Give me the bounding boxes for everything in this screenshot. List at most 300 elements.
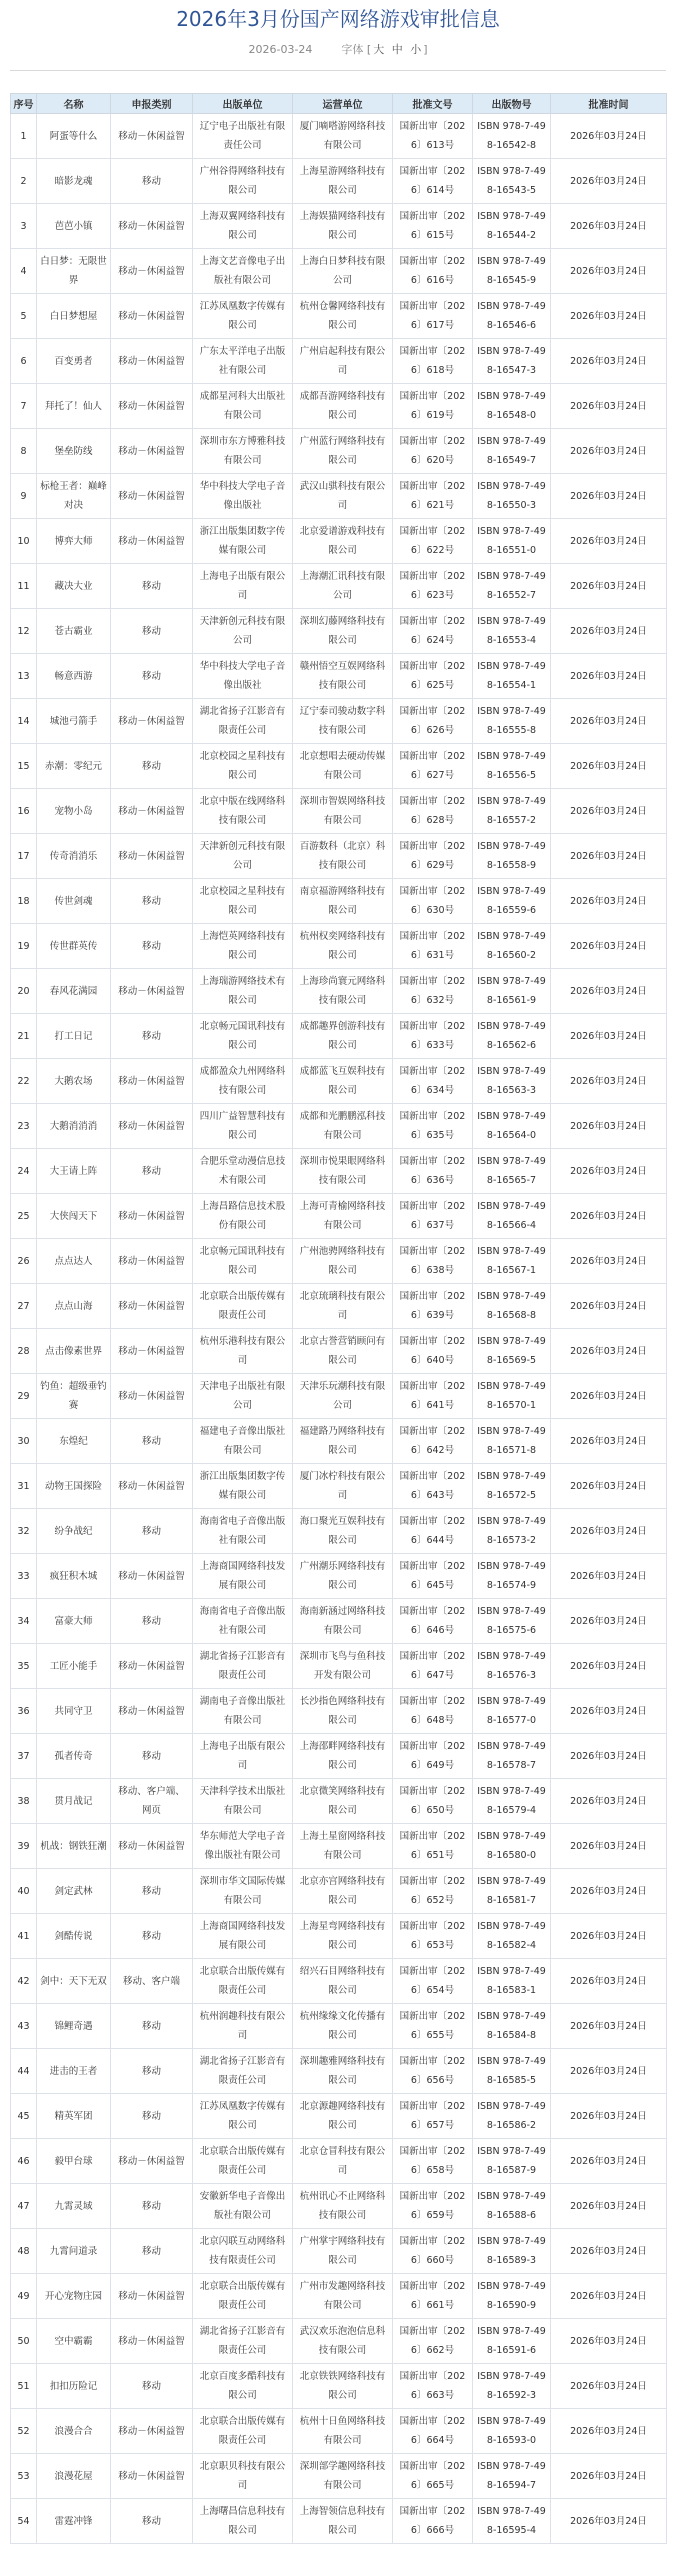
cell-approval-date: 2026年03月24日 bbox=[551, 429, 667, 474]
cell-category: 移动－休闲益智 bbox=[111, 2409, 193, 2454]
table-row bbox=[11, 159, 667, 204]
cell-approval-number: 国新出审〔2026〕618号 bbox=[393, 339, 473, 384]
cell-approval-number: 国新出审〔2026〕623号 bbox=[393, 564, 473, 609]
cell-isbn: ISBN 978-7-498-16586-2 bbox=[473, 2094, 551, 2139]
cell-isbn: ISBN 978-7-498-16543-5 bbox=[473, 159, 551, 204]
cell-name: 堡垒防线 bbox=[37, 429, 111, 474]
cell-publisher: 北京百度多酷科技有限公司 bbox=[193, 2364, 293, 2409]
cell-no: 37 bbox=[11, 1734, 37, 1779]
cell-approval-date: 2026年03月24日 bbox=[551, 1599, 667, 1644]
cell-publisher: 天津新创元科技有限公司 bbox=[193, 834, 293, 879]
cell-category: 移动－休闲益智 bbox=[111, 249, 193, 294]
cell-approval-number: 国新出审〔2026〕651号 bbox=[393, 1824, 473, 1869]
table-row bbox=[11, 339, 667, 384]
cell-publisher: 天津科学技术出版社有限公司 bbox=[193, 1779, 293, 1824]
cell-approval-number: 国新出审〔2026〕643号 bbox=[393, 1464, 473, 1509]
cell-publisher: 上海曙昌信息科技有限公司 bbox=[193, 2499, 293, 2544]
cell-publisher: 上海瑞游网络技术有限公司 bbox=[193, 969, 293, 1014]
cell-category: 移动－休闲益智 bbox=[111, 339, 193, 384]
cell-approval-number: 国新出审〔2026〕658号 bbox=[393, 2139, 473, 2184]
cell-name: 大侠闯天下 bbox=[37, 1194, 111, 1239]
cell-isbn: ISBN 978-7-498-16552-7 bbox=[473, 564, 551, 609]
cell-isbn: ISBN 978-7-498-16545-9 bbox=[473, 249, 551, 294]
cell-operator: 上海星弯网络科技有限公司 bbox=[293, 1914, 393, 1959]
cell-approval-number: 国新出审〔2026〕663号 bbox=[393, 2364, 473, 2409]
cell-name: 传世群英传 bbox=[37, 924, 111, 969]
table-row bbox=[11, 789, 667, 834]
cell-approval-number: 国新出审〔2026〕654号 bbox=[393, 1959, 473, 2004]
cell-operator: 上海娱猫网络科技有限公司 bbox=[293, 204, 393, 249]
cell-isbn: ISBN 978-7-498-16579-4 bbox=[473, 1779, 551, 1824]
table-row bbox=[11, 654, 667, 699]
cell-no: 49 bbox=[11, 2274, 37, 2319]
cell-name: 剑定武林 bbox=[37, 1869, 111, 1914]
cell-category: 移动 bbox=[111, 1914, 193, 1959]
cell-operator: 成都和光鹏鹏泓科技有限公司 bbox=[293, 1104, 393, 1149]
cell-operator: 北京亦宫网络科技有限公司 bbox=[293, 1869, 393, 1914]
table-row bbox=[11, 1824, 667, 1869]
cell-operator: 成都吾游网络科技有限公司 bbox=[293, 384, 393, 429]
cell-name: 剑酷传说 bbox=[37, 1914, 111, 1959]
cell-operator: 广州掌宇网络科技有限公司 bbox=[293, 2229, 393, 2274]
cell-no: 54 bbox=[11, 2499, 37, 2544]
cell-name: 苍古霸业 bbox=[37, 609, 111, 654]
cell-publisher: 上海双翼网络科技有限公司 bbox=[193, 204, 293, 249]
cell-approval-date: 2026年03月24日 bbox=[551, 1239, 667, 1284]
cell-no: 51 bbox=[11, 2364, 37, 2409]
cell-approval-date: 2026年03月24日 bbox=[551, 114, 667, 159]
cell-category: 移动 bbox=[111, 1599, 193, 1644]
cell-operator: 厦门嘀嗒游网络科技有限公司 bbox=[293, 114, 393, 159]
cell-publisher: 上海昌路信息技术股份有限公司 bbox=[193, 1194, 293, 1239]
table-row bbox=[11, 564, 667, 609]
cell-no: 8 bbox=[11, 429, 37, 474]
cell-approval-date: 2026年03月24日 bbox=[551, 2229, 667, 2274]
table-row bbox=[11, 1779, 667, 1824]
table-row bbox=[11, 2274, 667, 2319]
cell-no: 26 bbox=[11, 1239, 37, 1284]
cell-operator: 辽宁泰司骏动数字科技有限公司 bbox=[293, 699, 393, 744]
table-row bbox=[11, 1959, 667, 2004]
cell-no: 3 bbox=[11, 204, 37, 249]
cell-no: 42 bbox=[11, 1959, 37, 2004]
cell-operator: 深圳市飞鸟与鱼科技开发有限公司 bbox=[293, 1644, 393, 1689]
table-row bbox=[11, 519, 667, 564]
cell-approval-date: 2026年03月24日 bbox=[551, 564, 667, 609]
table-row bbox=[11, 2499, 667, 2544]
cell-name: 浪漫合合 bbox=[37, 2409, 111, 2454]
cell-name: 扣扣历险记 bbox=[37, 2364, 111, 2409]
cell-no: 41 bbox=[11, 1914, 37, 1959]
cell-name: 工匠小能手 bbox=[37, 1644, 111, 1689]
cell-isbn: ISBN 978-7-498-16558-9 bbox=[473, 834, 551, 879]
cell-operator: 广州潮乐网络科技有限公司 bbox=[293, 1554, 393, 1599]
cell-name: 博弈大师 bbox=[37, 519, 111, 564]
page-title: 2026年3月份国产网络游戏审批信息 bbox=[176, 7, 500, 31]
table-row bbox=[11, 384, 667, 429]
cell-name: 藏决大业 bbox=[37, 564, 111, 609]
cell-category: 移动－休闲益智 bbox=[111, 519, 193, 564]
cell-category: 移动－休闲益智 bbox=[111, 114, 193, 159]
cell-approval-date: 2026年03月24日 bbox=[551, 1644, 667, 1689]
cell-category: 移动 bbox=[111, 1734, 193, 1779]
cell-name: 点点山海 bbox=[37, 1284, 111, 1329]
cell-isbn: ISBN 978-7-498-16580-0 bbox=[473, 1824, 551, 1869]
cell-operator: 广州蓝行网络科技有限公司 bbox=[293, 429, 393, 474]
cell-category: 移动－休闲益智 bbox=[111, 1689, 193, 1734]
cell-no: 38 bbox=[11, 1779, 37, 1824]
cell-no: 28 bbox=[11, 1329, 37, 1374]
cell-no: 18 bbox=[11, 879, 37, 924]
cell-no: 20 bbox=[11, 969, 37, 1014]
cell-publisher: 广州谷得网络科技有限公司 bbox=[193, 159, 293, 204]
cell-name: 赤潮：零纪元 bbox=[37, 744, 111, 789]
cell-operator: 赣州悟空互娱网络科技有限公司 bbox=[293, 654, 393, 699]
cell-isbn: ISBN 978-7-498-16581-7 bbox=[473, 1869, 551, 1914]
cell-publisher: 北京联合出版传媒有限责任公司 bbox=[193, 2409, 293, 2454]
cell-isbn: ISBN 978-7-498-16570-1 bbox=[473, 1374, 551, 1419]
table-row bbox=[11, 2454, 667, 2499]
cell-category: 移动、客户端、网页 bbox=[111, 1779, 193, 1824]
header-isbn: 出版物号 bbox=[473, 94, 551, 114]
cell-no: 25 bbox=[11, 1194, 37, 1239]
cell-name: 九霄灵域 bbox=[37, 2184, 111, 2229]
cell-no: 36 bbox=[11, 1689, 37, 1734]
cell-publisher: 江苏凤凰数字传媒有限公司 bbox=[193, 2094, 293, 2139]
cell-publisher: 安徽新华电子音像出版社有限公司 bbox=[193, 2184, 293, 2229]
cell-approval-date: 2026年03月24日 bbox=[551, 834, 667, 879]
cell-name: 毅甲台球 bbox=[37, 2139, 111, 2184]
cell-isbn: ISBN 978-7-498-16569-5 bbox=[473, 1329, 551, 1374]
cell-no: 14 bbox=[11, 699, 37, 744]
cell-approval-date: 2026年03月24日 bbox=[551, 474, 667, 519]
header-name: 名称 bbox=[37, 94, 111, 114]
table-row bbox=[11, 114, 667, 159]
cell-operator: 上海可青榆网络科技有限公司 bbox=[293, 1194, 393, 1239]
divider bbox=[10, 70, 666, 71]
cell-no: 47 bbox=[11, 2184, 37, 2229]
cell-approval-number: 国新出审〔2026〕613号 bbox=[393, 114, 473, 159]
cell-isbn: ISBN 978-7-498-16578-7 bbox=[473, 1734, 551, 1779]
cell-category: 移动 bbox=[111, 2184, 193, 2229]
cell-no: 52 bbox=[11, 2409, 37, 2454]
cell-approval-number: 国新出审〔2026〕631号 bbox=[393, 924, 473, 969]
cell-no: 13 bbox=[11, 654, 37, 699]
table-row bbox=[11, 2049, 667, 2094]
cell-no: 6 bbox=[11, 339, 37, 384]
cell-approval-number: 国新出审〔2026〕645号 bbox=[393, 1554, 473, 1599]
cell-category: 移动－休闲益智 bbox=[111, 474, 193, 519]
table-row bbox=[11, 1104, 667, 1149]
cell-approval-date: 2026年03月24日 bbox=[551, 159, 667, 204]
cell-publisher: 湖南电子音像出版社有限公司 bbox=[193, 1689, 293, 1734]
cell-publisher: 杭州乐港科技有限公司 bbox=[193, 1329, 293, 1374]
cell-no: 12 bbox=[11, 609, 37, 654]
cell-no: 23 bbox=[11, 1104, 37, 1149]
cell-approval-number: 国新出审〔2026〕619号 bbox=[393, 384, 473, 429]
cell-approval-number: 国新出审〔2026〕647号 bbox=[393, 1644, 473, 1689]
cell-approval-date: 2026年03月24日 bbox=[551, 1509, 667, 1554]
cell-isbn: ISBN 978-7-498-16587-9 bbox=[473, 2139, 551, 2184]
cell-publisher: 深圳市华文国际传媒有限公司 bbox=[193, 1869, 293, 1914]
cell-operator: 海口聚光互娱科技有限公司 bbox=[293, 1509, 393, 1554]
cell-publisher: 北京职贝科技有限公司 bbox=[193, 2454, 293, 2499]
cell-name: 传奇消消乐 bbox=[37, 834, 111, 879]
table-row bbox=[11, 1329, 667, 1374]
cell-operator: 绍兴石目网络科技有限公司 bbox=[293, 1959, 393, 2004]
cell-operator: 北京铁铁网络科技有限公司 bbox=[293, 2364, 393, 2409]
cell-name: 点点达人 bbox=[37, 1239, 111, 1284]
cell-isbn: ISBN 978-7-498-16593-0 bbox=[473, 2409, 551, 2454]
cell-name: 共同守卫 bbox=[37, 1689, 111, 1734]
cell-no: 22 bbox=[11, 1059, 37, 1104]
cell-approval-number: 国新出审〔2026〕644号 bbox=[393, 1509, 473, 1554]
cell-operator: 上海邵畔网络科技有限公司 bbox=[293, 1734, 393, 1779]
cell-no: 50 bbox=[11, 2319, 37, 2364]
cell-name: 机战：钢铁狂潮 bbox=[37, 1824, 111, 1869]
table-row bbox=[11, 294, 667, 339]
cell-operator: 上海潮汇讯科技有限公司 bbox=[293, 564, 393, 609]
cell-isbn: ISBN 978-7-498-16584-8 bbox=[473, 2004, 551, 2049]
table-row bbox=[11, 1374, 667, 1419]
cell-publisher: 深圳市东方博雅科技有限公司 bbox=[193, 429, 293, 474]
cell-name: 贯月战记 bbox=[37, 1779, 111, 1824]
cell-isbn: ISBN 978-7-498-16555-8 bbox=[473, 699, 551, 744]
header-operator: 运营单位 bbox=[293, 94, 393, 114]
cell-operator: 深圳趣雅网络科技有限公司 bbox=[293, 2049, 393, 2094]
cell-isbn: ISBN 978-7-498-16544-2 bbox=[473, 204, 551, 249]
cell-no: 7 bbox=[11, 384, 37, 429]
cell-isbn: ISBN 978-7-498-16571-8 bbox=[473, 1419, 551, 1464]
cell-operator: 杭州缘缘文化传播有限公司 bbox=[293, 2004, 393, 2049]
cell-operator: 长沙指色网络科技有限公司 bbox=[293, 1689, 393, 1734]
cell-approval-number: 国新出审〔2026〕642号 bbox=[393, 1419, 473, 1464]
cell-operator: 天津乐玩潮科技有限公司 bbox=[293, 1374, 393, 1419]
header-publisher: 出版单位 bbox=[193, 94, 293, 114]
cell-approval-date: 2026年03月24日 bbox=[551, 384, 667, 429]
cell-no: 31 bbox=[11, 1464, 37, 1509]
cell-approval-date: 2026年03月24日 bbox=[551, 1779, 667, 1824]
cell-isbn: ISBN 978-7-498-16565-7 bbox=[473, 1149, 551, 1194]
cell-approval-number: 国新出审〔2026〕660号 bbox=[393, 2229, 473, 2274]
table-row bbox=[11, 204, 667, 249]
cell-no: 48 bbox=[11, 2229, 37, 2274]
cell-category: 移动 bbox=[111, 2094, 193, 2139]
cell-category: 移动－休闲益智 bbox=[111, 699, 193, 744]
font-size-medium-button[interactable]: 中 bbox=[391, 43, 403, 56]
cell-no: 43 bbox=[11, 2004, 37, 2049]
cell-approval-date: 2026年03月24日 bbox=[551, 1464, 667, 1509]
cell-category: 移动 bbox=[111, 1149, 193, 1194]
table-row bbox=[11, 1644, 667, 1689]
cell-no: 19 bbox=[11, 924, 37, 969]
cell-name: 白日梦想屋 bbox=[37, 294, 111, 339]
cell-approval-number: 国新出审〔2026〕616号 bbox=[393, 249, 473, 294]
cell-category: 移动－休闲益智 bbox=[111, 1059, 193, 1104]
cell-approval-number: 国新出审〔2026〕624号 bbox=[393, 609, 473, 654]
cell-isbn: ISBN 978-7-498-16572-5 bbox=[473, 1464, 551, 1509]
cell-approval-date: 2026年03月24日 bbox=[551, 204, 667, 249]
table-row bbox=[11, 1869, 667, 1914]
cell-approval-number: 国新出审〔2026〕634号 bbox=[393, 1059, 473, 1104]
cell-name: 浪漫花屋 bbox=[37, 2454, 111, 2499]
cell-publisher: 天津新创元科技有限公司 bbox=[193, 609, 293, 654]
table-row bbox=[11, 1464, 667, 1509]
table-row bbox=[11, 1149, 667, 1194]
cell-approval-date: 2026年03月24日 bbox=[551, 1284, 667, 1329]
cell-isbn: ISBN 978-7-498-16562-6 bbox=[473, 1014, 551, 1059]
table-row bbox=[11, 2319, 667, 2364]
cell-approval-number: 国新出审〔2026〕641号 bbox=[393, 1374, 473, 1419]
cell-approval-number: 国新出审〔2026〕626号 bbox=[393, 699, 473, 744]
cell-isbn: ISBN 978-7-498-16576-3 bbox=[473, 1644, 551, 1689]
cell-category: 移动－休闲益智 bbox=[111, 1104, 193, 1149]
cell-category: 移动、客户端 bbox=[111, 1959, 193, 2004]
cell-publisher: 上海文艺音像电子出版社有限公司 bbox=[193, 249, 293, 294]
cell-name: 白日梦：无限世界 bbox=[37, 249, 111, 294]
cell-category: 移动－休闲益智 bbox=[111, 384, 193, 429]
cell-name: 春风花满园 bbox=[37, 969, 111, 1014]
cell-approval-date: 2026年03月24日 bbox=[551, 1419, 667, 1464]
table-row bbox=[11, 1059, 667, 1104]
table-row bbox=[11, 2094, 667, 2139]
table-row bbox=[11, 1419, 667, 1464]
cell-approval-date: 2026年03月24日 bbox=[551, 2049, 667, 2094]
table-row bbox=[11, 1554, 667, 1599]
cell-publisher: 上海恺英网络科技有限公司 bbox=[193, 924, 293, 969]
cell-no: 11 bbox=[11, 564, 37, 609]
cell-approval-number: 国新出审〔2026〕640号 bbox=[393, 1329, 473, 1374]
cell-approval-number: 国新出审〔2026〕656号 bbox=[393, 2049, 473, 2094]
cell-operator: 上海智领信息科技有限公司 bbox=[293, 2499, 393, 2544]
cell-name: 空中霸霸 bbox=[37, 2319, 111, 2364]
cell-name: 富豪大师 bbox=[37, 1599, 111, 1644]
cell-category: 移动 bbox=[111, 744, 193, 789]
cell-approval-date: 2026年03月24日 bbox=[551, 1959, 667, 2004]
cell-approval-number: 国新出审〔2026〕628号 bbox=[393, 789, 473, 834]
cell-no: 44 bbox=[11, 2049, 37, 2094]
cell-no: 45 bbox=[11, 2094, 37, 2139]
table-row bbox=[11, 2004, 667, 2049]
cell-isbn: ISBN 978-7-498-16567-1 bbox=[473, 1239, 551, 1284]
table-row bbox=[11, 1509, 667, 1554]
cell-operator: 武汉山骐科技有限公司 bbox=[293, 474, 393, 519]
table-row bbox=[11, 1194, 667, 1239]
cell-category: 移动－休闲益智 bbox=[111, 2139, 193, 2184]
cell-operator: 深圳部学趣网络科技有限公司 bbox=[293, 2454, 393, 2499]
cell-isbn: ISBN 978-7-498-16564-0 bbox=[473, 1104, 551, 1149]
cell-operator: 上海白日梦科技有限公司 bbox=[293, 249, 393, 294]
cell-approval-number: 国新出审〔2026〕625号 bbox=[393, 654, 473, 699]
cell-operator: 北京微笑网络科技有限公司 bbox=[293, 1779, 393, 1824]
cell-name: 百变勇者 bbox=[37, 339, 111, 384]
cell-isbn: ISBN 978-7-498-16588-6 bbox=[473, 2184, 551, 2229]
cell-category: 移动 bbox=[111, 1869, 193, 1914]
cell-publisher: 福建电子音像出版社有限公司 bbox=[193, 1419, 293, 1464]
table-row bbox=[11, 2139, 667, 2184]
table-row bbox=[11, 609, 667, 654]
cell-category: 移动 bbox=[111, 1014, 193, 1059]
cell-operator: 深圳幻藤网络科技有限公司 bbox=[293, 609, 393, 654]
cell-category: 移动 bbox=[111, 2364, 193, 2409]
cell-isbn: ISBN 978-7-498-16557-2 bbox=[473, 789, 551, 834]
cell-operator: 北京爱谱游戏科技有限公司 bbox=[293, 519, 393, 564]
cell-isbn: ISBN 978-7-498-16574-9 bbox=[473, 1554, 551, 1599]
cell-category: 移动－休闲益智 bbox=[111, 2319, 193, 2364]
cell-approval-number: 国新出审〔2026〕615号 bbox=[393, 204, 473, 249]
cell-approval-date: 2026年03月24日 bbox=[551, 2499, 667, 2544]
cell-category: 移动－休闲益智 bbox=[111, 2454, 193, 2499]
cell-isbn: ISBN 978-7-498-16542-8 bbox=[473, 114, 551, 159]
cell-approval-date: 2026年03月24日 bbox=[551, 2004, 667, 2049]
cell-operator: 上海土星窗网络科技有限公司 bbox=[293, 1824, 393, 1869]
cell-category: 移动 bbox=[111, 1509, 193, 1554]
font-size-small-button[interactable]: 小 bbox=[410, 43, 422, 56]
cell-isbn: ISBN 978-7-498-16589-3 bbox=[473, 2229, 551, 2274]
cell-no: 30 bbox=[11, 1419, 37, 1464]
cell-publisher: 北京中版在线网络科技有限公司 bbox=[193, 789, 293, 834]
cell-publisher: 海南省电子音像出版社有限公司 bbox=[193, 1599, 293, 1644]
cell-approval-number: 国新出审〔2026〕648号 bbox=[393, 1689, 473, 1734]
cell-no: 17 bbox=[11, 834, 37, 879]
table-row bbox=[11, 2184, 667, 2229]
cell-approval-date: 2026年03月24日 bbox=[551, 924, 667, 969]
cell-approval-date: 2026年03月24日 bbox=[551, 1014, 667, 1059]
cell-publisher: 成都星河科大出版社有限公司 bbox=[193, 384, 293, 429]
cell-operator: 南京福游网络科技有限公司 bbox=[293, 879, 393, 924]
cell-category: 移动－休闲益智 bbox=[111, 204, 193, 249]
cell-isbn: ISBN 978-7-498-16585-5 bbox=[473, 2049, 551, 2094]
cell-no: 53 bbox=[11, 2454, 37, 2499]
cell-publisher: 北京畅元国讯科技有限公司 bbox=[193, 1239, 293, 1284]
cell-name: 九霄问道录 bbox=[37, 2229, 111, 2274]
cell-isbn: ISBN 978-7-498-16566-4 bbox=[473, 1194, 551, 1239]
cell-operator: 杭州权奕网络科技有限公司 bbox=[293, 924, 393, 969]
cell-operator: 北京源趣网络科技有限公司 bbox=[293, 2094, 393, 2139]
cell-operator: 北京仓冒科技有限公司 bbox=[293, 2139, 393, 2184]
cell-approval-number: 国新出审〔2026〕666号 bbox=[393, 2499, 473, 2544]
header-approval-date: 批准时间 bbox=[551, 94, 667, 114]
cell-operator: 杭州十日鱼网络科技有限公司 bbox=[293, 2409, 393, 2454]
cell-publisher: 广东太平洋电子出版社有限公司 bbox=[193, 339, 293, 384]
cell-publisher: 合肥乐堂动漫信息技术有限公司 bbox=[193, 1149, 293, 1194]
cell-approval-date: 2026年03月24日 bbox=[551, 1689, 667, 1734]
cell-approval-date: 2026年03月24日 bbox=[551, 609, 667, 654]
cell-name: 拜托了！仙人 bbox=[37, 384, 111, 429]
table-row bbox=[11, 2409, 667, 2454]
cell-publisher: 上海商国网络科技发展有限公司 bbox=[193, 1914, 293, 1959]
cell-name: 大鹅农场 bbox=[37, 1059, 111, 1104]
font-size-large-button[interactable]: 大 bbox=[373, 43, 385, 56]
cell-publisher: 北京校园之星科技有限公司 bbox=[193, 879, 293, 924]
cell-no: 46 bbox=[11, 2139, 37, 2184]
cell-approval-number: 国新出审〔2026〕664号 bbox=[393, 2409, 473, 2454]
cell-publisher: 湖北省扬子江影音有限责任公司 bbox=[193, 2049, 293, 2094]
cell-name: 打工日记 bbox=[37, 1014, 111, 1059]
cell-isbn: ISBN 978-7-498-16556-5 bbox=[473, 744, 551, 789]
cell-isbn: ISBN 978-7-498-16559-6 bbox=[473, 879, 551, 924]
cell-isbn: ISBN 978-7-498-16554-1 bbox=[473, 654, 551, 699]
cell-isbn: ISBN 978-7-498-16561-9 bbox=[473, 969, 551, 1014]
cell-name: 传世剑魂 bbox=[37, 879, 111, 924]
cell-approval-number: 国新出审〔2026〕659号 bbox=[393, 2184, 473, 2229]
cell-publisher: 湖北省扬子江影音有限责任公司 bbox=[193, 699, 293, 744]
cell-category: 移动 bbox=[111, 564, 193, 609]
cell-operator: 广州启起科技有限公司 bbox=[293, 339, 393, 384]
cell-no: 40 bbox=[11, 1869, 37, 1914]
cell-approval-number: 国新出审〔2026〕622号 bbox=[393, 519, 473, 564]
cell-publisher: 华中科技大学电子音像出版社 bbox=[193, 654, 293, 699]
